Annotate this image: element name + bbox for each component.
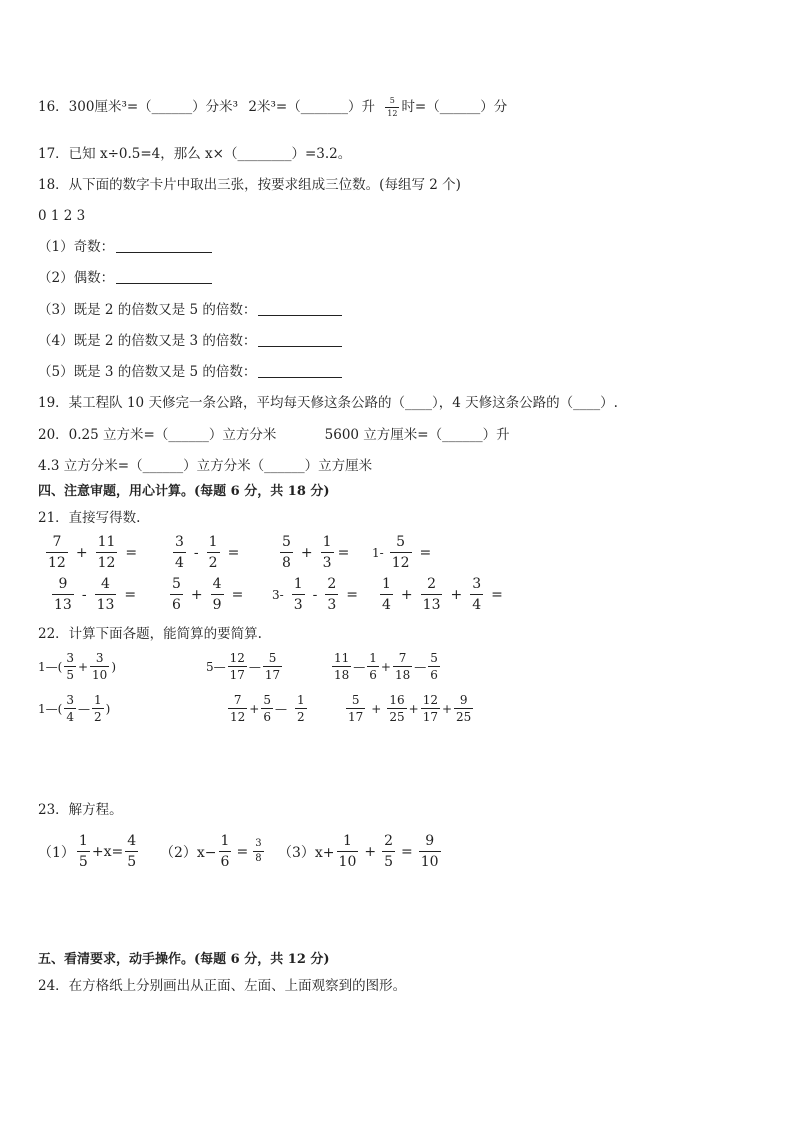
- q21-expr-5: $\frac{9}{13}$ - $\frac{4}{13}$ =: [54, 576, 137, 613]
- q18-item-3: （3）既是 2 的倍数又是 5 的倍数：: [38, 300, 342, 320]
- q22-expr-4: 1—( $\frac{3}{4}$ — $\frac{1}{2}$ ): [38, 693, 111, 724]
- q21-expr-7: 3- $\frac{1}{3}$ - $\frac{2}{3}$ =: [272, 576, 359, 613]
- q17: 17．已知 x÷0.5=4，那么 x×（________）=3.2。: [38, 146, 352, 162]
- q21-expr-3: $\frac{5}{8}$ + $\frac{1}{3}$ =: [282, 534, 350, 571]
- q18-item-5: （5）既是 3 的倍数又是 5 的倍数：: [38, 362, 342, 382]
- q16-part-b: 2米³=（_______）升: [248, 99, 375, 115]
- q18-cards: 0 1 2 3: [38, 208, 86, 224]
- q22-expr-5: $\frac{7}{12}$ + $\frac{5}{6}$ — $\frac{1}{2}$: [230, 693, 305, 724]
- q21-expr-8: $\frac{1}{4}$ + $\frac{2}{13}$ + $\frac{3}{4}$ =: [382, 576, 503, 613]
- q23-eq-2: （2）x− $\frac{1}{6}$ = $\frac{3}{8}$: [160, 833, 262, 870]
- q21-expr-6: $\frac{5}{6}$ + $\frac{4}{9}$ =: [172, 576, 244, 613]
- q22-expr-1: 1—( $\frac{3}{5}$ + $\frac{3}{10}$ ): [38, 651, 116, 682]
- q21-expr-1: $\frac{7}{12}$ + $\frac{11}{12}$ =: [48, 534, 138, 571]
- q21-expr-2: $\frac{3}{4}$ - $\frac{1}{2}$ =: [175, 534, 240, 571]
- answer-line: [258, 301, 342, 316]
- q22-title: 22．计算下面各题，能简算的要简算.: [38, 626, 262, 642]
- q22-expr-6: $\frac{5}{17}$ + $\frac{16}{25}$ + $\frac{12}{17}$ + $\frac{9}{25}$: [348, 693, 472, 724]
- q16: [38, 97, 507, 118]
- q18-item-2: （2）偶数：: [38, 268, 212, 288]
- answer-line: [258, 363, 342, 378]
- q21-expr-4: 1- $\frac{5}{12}$ =: [372, 534, 432, 571]
- q22-expr-2: 5— $\frac{12}{17}$ — $\frac{5}{17}$: [206, 651, 281, 682]
- q21-title: 21．直接写得数.: [38, 510, 141, 526]
- q20-line-1: 20．0.25 立方米=（______）立方分米 5600 立方厘米=（______）升: [38, 427, 510, 443]
- q23-eq-1: （1） $\frac{1}{5}$ +x= $\frac{4}{5}$: [38, 833, 137, 870]
- q22-expr-3: $\frac{11}{18}$ — $\frac{1}{6}$ + $\frac{7}{18}$ — $\frac{5}{6}$: [334, 651, 438, 682]
- q19: 19．某工程队 10 天修完一条公路，平均每天修这条公路的（____），4 天修这条公路的（____）.: [38, 395, 618, 411]
- q18-title: 18．从下面的数字卡片中取出三张，按要求组成三位数。(每组写 2 个): [38, 177, 461, 193]
- q23-title: 23．解方程。: [38, 802, 123, 818]
- q20-line-2: 4.3 立方分米=（______）立方分米（______）立方厘米: [38, 458, 373, 474]
- answer-line: [116, 269, 212, 284]
- q16-part-d: 时=（______）分: [401, 99, 508, 115]
- q18-item-1: （1）奇数：: [38, 237, 212, 257]
- q16-fraction: $\frac{5}{12}$: [387, 96, 398, 118]
- q16-part-a: 16．300厘米³=（______）分米³: [38, 99, 239, 115]
- q18-item-4: （4）既是 2 的倍数又是 3 的倍数：: [38, 331, 342, 351]
- section-5-heading: 五、看清要求，动手操作。(每题 6 分，共 12 分): [38, 952, 330, 967]
- section-4-heading: 四、注意审题，用心计算。(每题 6 分，共 18 分): [38, 484, 330, 499]
- answer-line: [116, 238, 212, 253]
- q24: 24．在方格纸上分别画出从正面、左面、上面观察到的图形。: [38, 978, 407, 994]
- q23-eq-3: （3）x+ $\frac{1}{10}$ + $\frac{2}{5}$ = $\frac{9}{10}$: [278, 833, 439, 870]
- answer-line: [258, 332, 342, 347]
